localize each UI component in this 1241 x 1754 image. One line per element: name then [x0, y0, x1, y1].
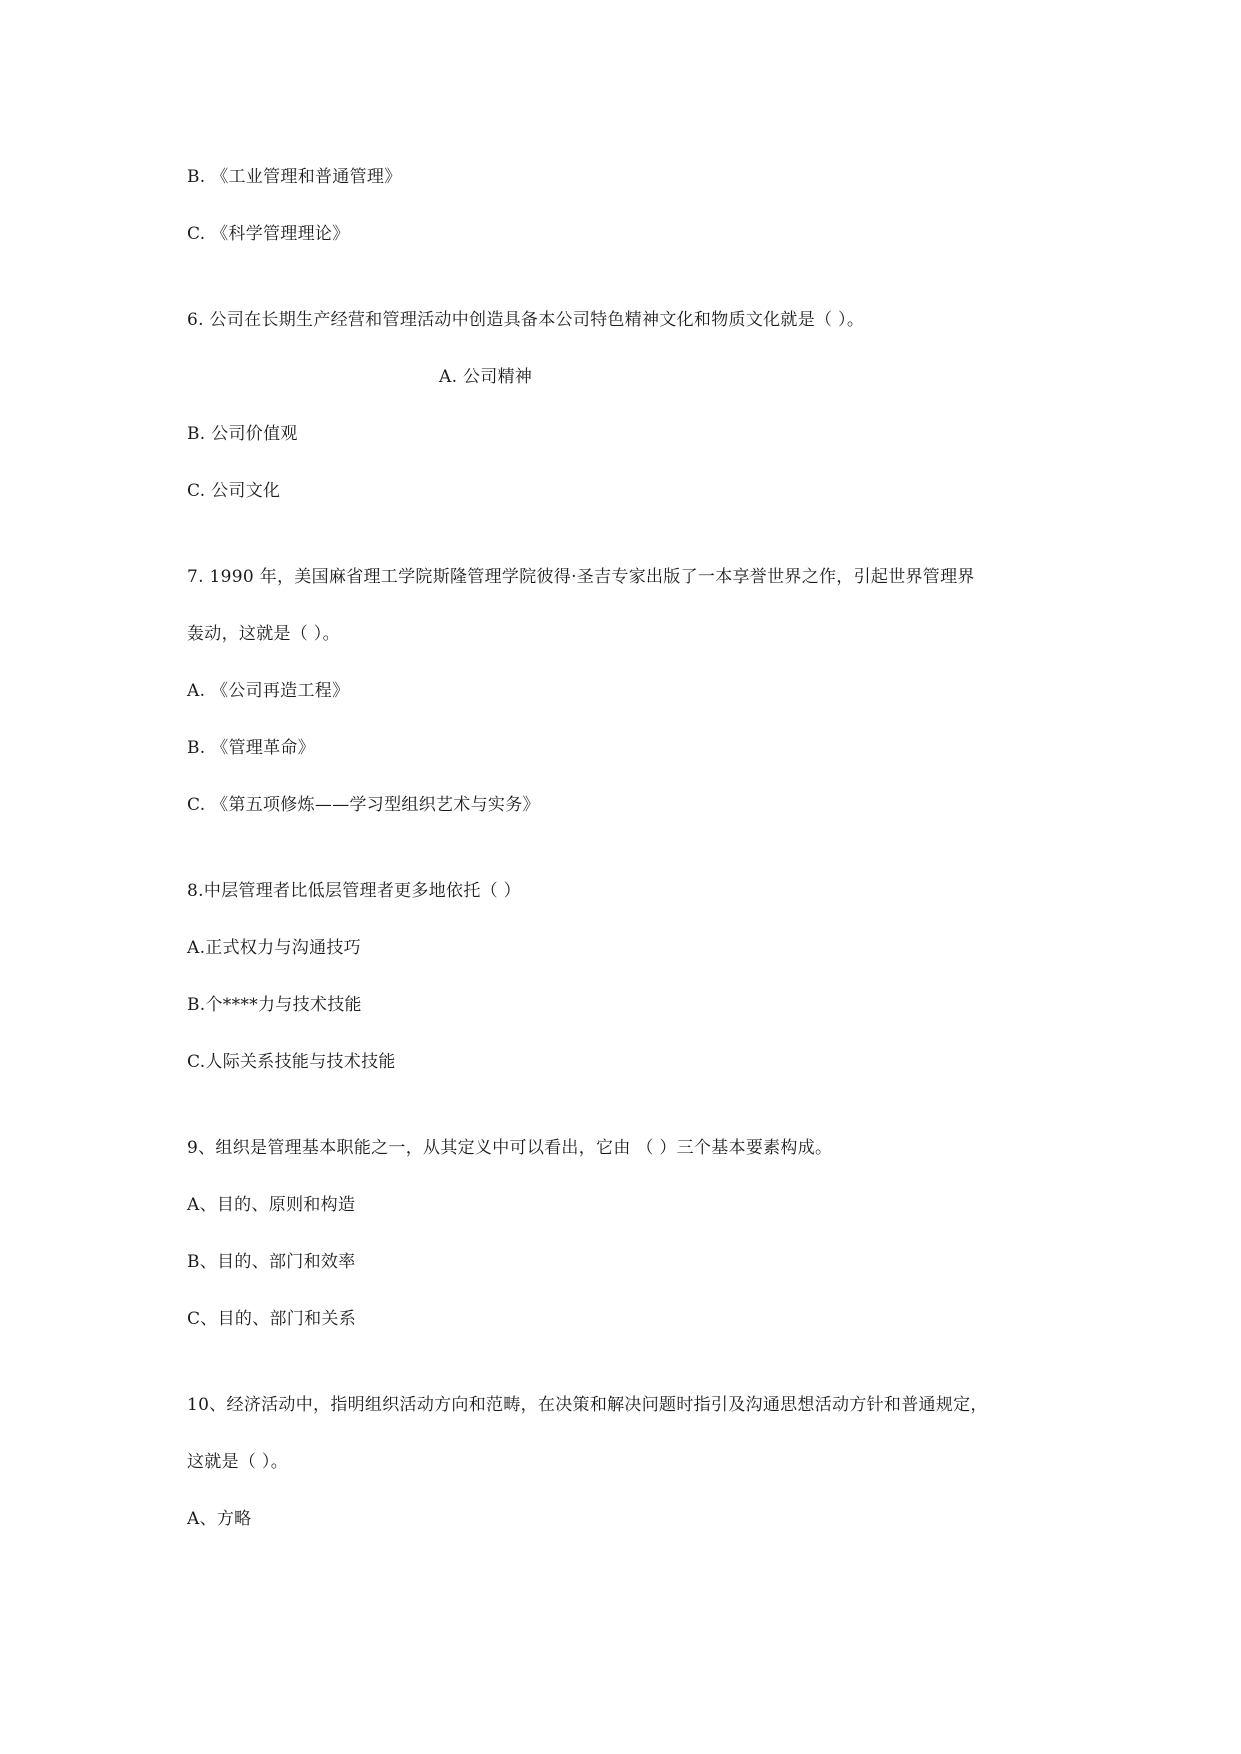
q8-option-b: B.个****力与技术技能: [187, 995, 362, 1015]
q6-option-c: C. 公司文化: [187, 481, 281, 501]
q7-question-line-1: 7. 1990 年，美国麻省理工学院斯隆管理学院彼得·圣吉专家出版了一本享誉世界之作，引起世界管理界: [187, 567, 975, 587]
q9-option-c: C、目的、部门和关系: [187, 1309, 357, 1329]
q6-option-b: B. 公司价值观: [187, 424, 298, 444]
q7-option-c: C. 《第五项修炼——学习型组织艺术与实务》: [187, 795, 540, 815]
q9-question: 9、组织是管理基本职能之一，从其定义中可以看出，它由 （ ）三个基本要素构成。: [187, 1138, 833, 1158]
q9-option-b: B、目的、部门和效率: [187, 1252, 356, 1272]
q7-option-b: B. 《管理革命》: [187, 738, 315, 758]
q10-question-line-2: 这就是（ ）。: [187, 1452, 289, 1472]
q8-question: 8.中层管理者比低层管理者更多地依托（ ）: [187, 881, 521, 901]
q5-option-c: C. 《科学管理理论》: [187, 224, 350, 244]
q7-option-a: A. 《公司再造工程》: [187, 681, 350, 701]
q6-option-a: A. 公司精神: [439, 367, 533, 387]
q10-option-a: A、方略: [187, 1509, 252, 1529]
q8-option-c: C.人际关系技能与技术技能: [187, 1052, 396, 1072]
q6-question: 6. 公司在长期生产经营和管理活动中创造具备本公司特色精神文化和物质文化就是（ ）。: [187, 310, 865, 330]
q9-option-a: A、目的、原则和构造: [187, 1195, 356, 1215]
q5-option-b: B. 《工业管理和普通管理》: [187, 167, 402, 187]
q8-option-a: A.正式权力与沟通技巧: [187, 938, 361, 958]
q10-question-line-1: 10、经济活动中，指明组织活动方向和范畴，在决策和解决问题时指引及沟通思想活动方针和普通规定，: [187, 1395, 988, 1415]
q7-question-line-2: 轰动，这就是（ ）。: [187, 624, 340, 644]
